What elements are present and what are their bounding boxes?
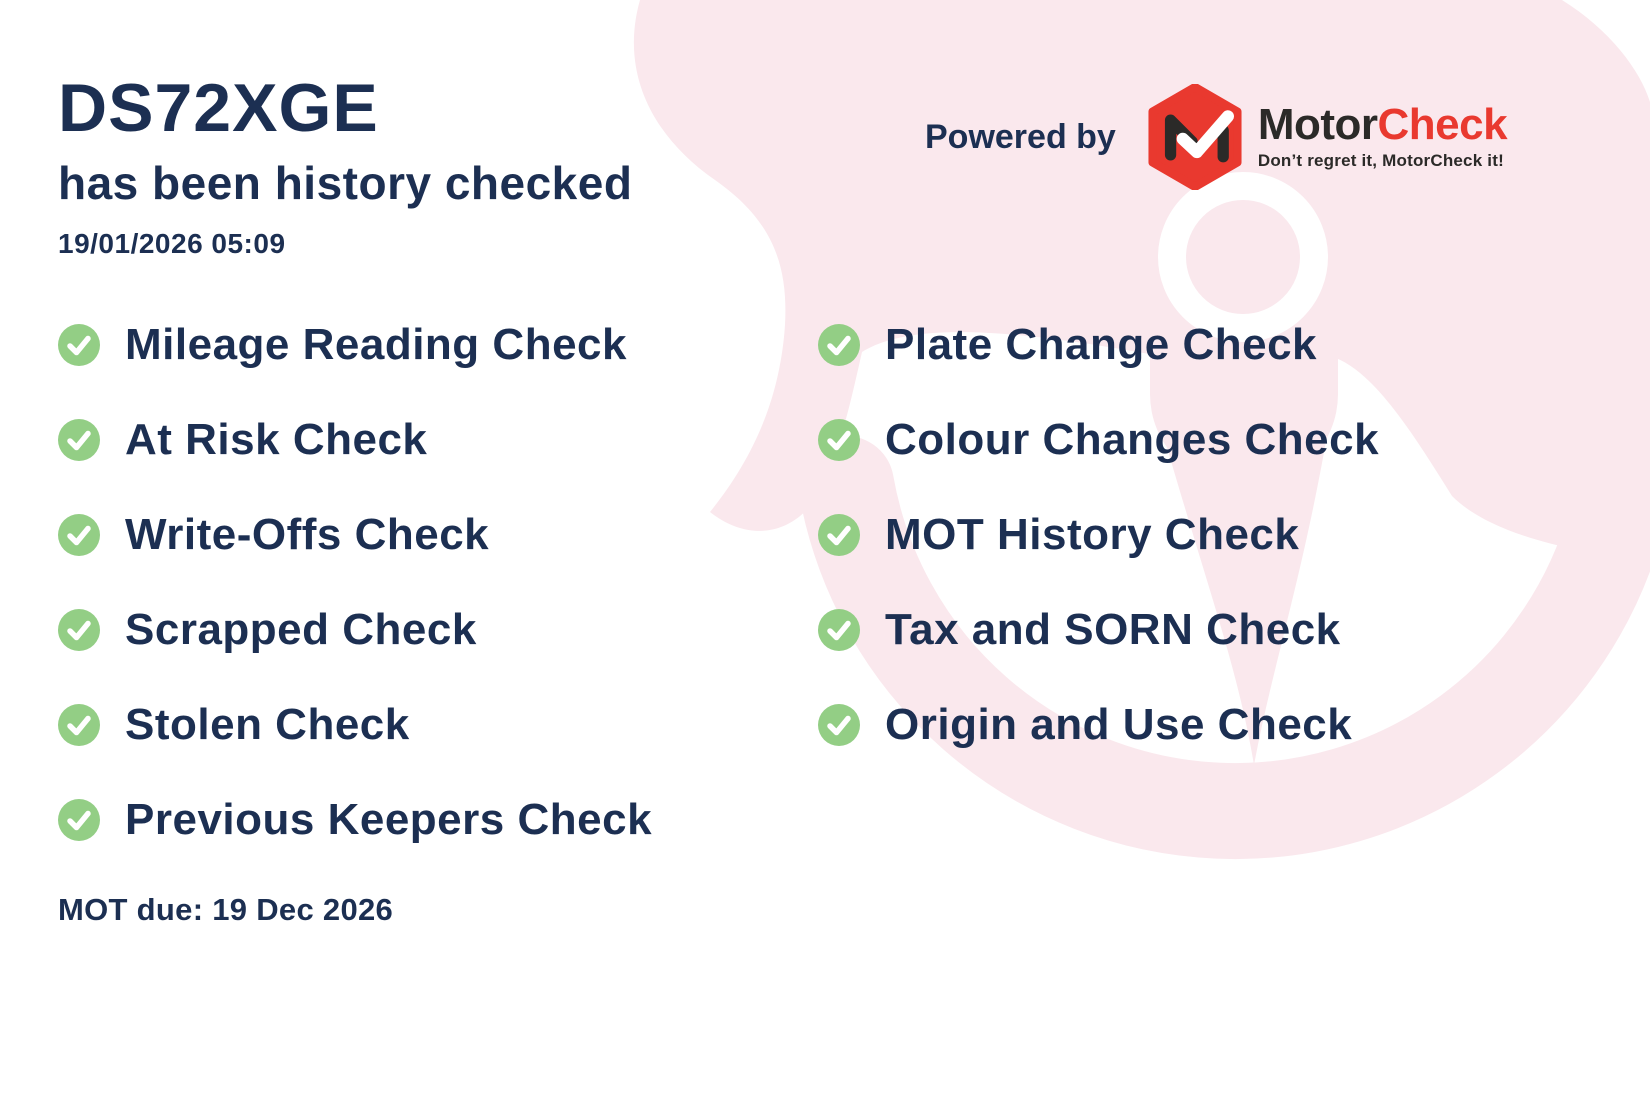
check-row-previous-keepers [58,797,652,843]
check-row-write-offs [58,512,652,558]
check-label: Origin and Use Check [885,700,1353,749]
check-circle-icon [58,324,100,366]
checklist-left-column [58,322,652,892]
check-label: Mileage Reading Check [125,320,627,369]
check-label: Plate Change Check [885,320,1318,369]
check-row-origin-use [818,702,1379,748]
check-label: MOT History Check [885,510,1300,559]
header [58,70,633,260]
check-circle-icon [818,324,860,366]
check-label: Stolen Check [125,700,410,749]
check-circle-icon [58,514,100,556]
check-label: Scrapped Check [125,605,477,654]
check-row-colour-changes [818,417,1379,463]
check-label: At Risk Check [125,415,428,464]
check-row-scrapped [58,607,652,653]
page-title: has been history checked [58,157,633,209]
checklist-right-column [818,322,1379,797]
brand-tagline: Don’t regret it, MotorCheck it! [1257,151,1504,170]
powered-by-label: Powered by [925,117,1116,156]
check-circle-icon [818,704,860,746]
check-circle-icon [58,704,100,746]
check-circle-icon [818,609,860,651]
check-row-mot-history [818,512,1379,558]
brand-text [1257,100,1508,171]
check-row-mileage [58,322,652,368]
check-circle-icon [58,799,100,841]
check-circle-icon [818,419,860,461]
check-row-at-risk [58,417,652,463]
check-label: Write-Offs Check [125,510,490,559]
brand-name-check: Check [1377,100,1508,149]
check-label: Previous Keepers Check [125,795,653,844]
motorcheck-logo-icon [1148,84,1242,190]
mot-due-date: MOT due: 19 Dec 2026 [58,892,394,927]
check-label: Tax and SORN Check [885,605,1341,654]
check-circle-icon [818,514,860,556]
check-circle-icon [58,419,100,461]
registration-plate: DS72XGE [58,70,379,146]
check-label: Colour Changes Check [885,415,1380,464]
brand-name-motor: Motor [1257,100,1378,149]
check-row-plate-change [818,322,1379,368]
check-timestamp: 19/01/2026 05:09 [58,228,286,259]
powered-by-block [925,84,1507,190]
check-row-stolen [58,702,652,748]
check-circle-icon [58,609,100,651]
check-row-tax-sorn [818,607,1379,653]
brand-name [1257,100,1508,149]
